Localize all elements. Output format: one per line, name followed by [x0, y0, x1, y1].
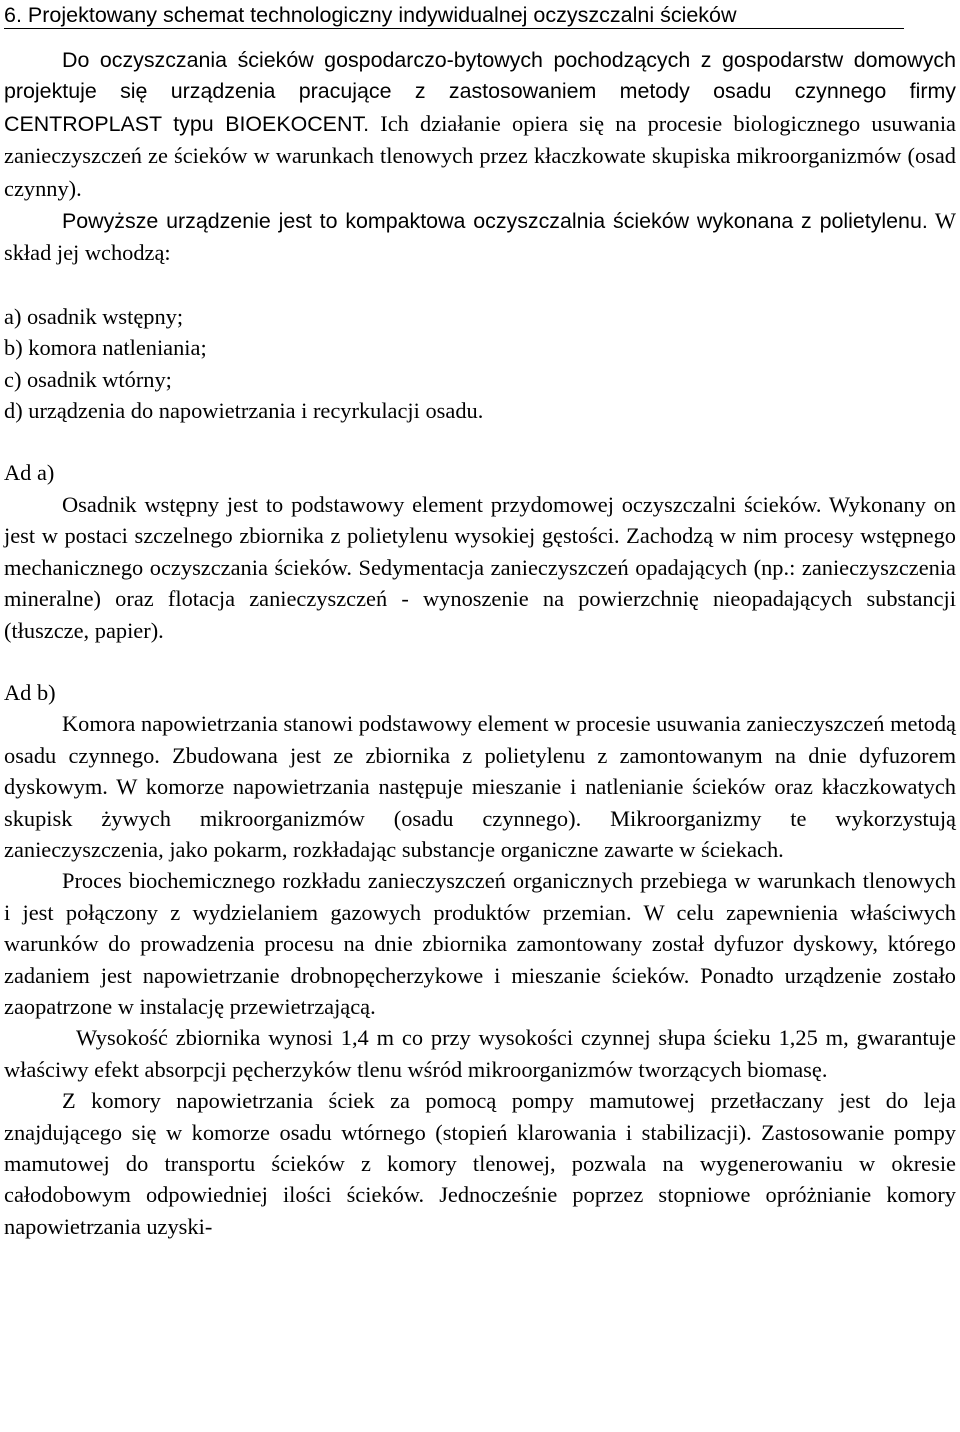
section-a-paragraph: Osadnik wstępny jest to podstawowy element przydomowej oczyszczalni ścieków. Wykonany on jest w postaci szczelnego zbiornika z polietylenu wysokiej gęstości. Zachodzą w nim procesy wstępnego mechanicznego oczyszczania ścieków. Sedymentacja zanieczyszczeń opadających (np.: zanieczyszczenia mineralne) oraz flotacja zanieczyszczeń - wynoszenie na powierzchnię nieopadających substancji (tłuszcze, papier). [4, 491, 956, 643]
intro-p2-text: Powyższe urządzenie jest to kompaktowa oczyszczalnia ścieków wykonana z polietylenu. [62, 209, 928, 234]
intro-p1-text: Do oczyszczania ścieków gospodarczo-bytowych pochodzących z gospodarstw domowych projektuje się urządzenia pracujące z zastosowaniem metody osadu czynnego firmy CENTROPLAST typu BIOEKOCENT. [4, 48, 956, 136]
section-b-paragraph-1: Komora napowietrzania stanowi podstawowy element w procesie usuwania zanieczyszczeń metodą osadu czynnego. Zbudowana jest ze zbiornika z polietylenu z zamontowanym na dnie dyfuzorem dyskowym. W komorze napowietrzania następuje mieszanie i natlenianie ścieków oraz kłaczkowatych skupisk żywych mikroorganizmów (osadu czynnego). Mikroorganizmy te wykorzystują zanieczyszczenia, jako pokarm, rozkładając substancje organiczne zawarte w ściekach. [4, 711, 956, 862]
intro-paragraph-2 [4, 205, 956, 270]
list-item: b) komora natleniania; [4, 335, 207, 361]
document-page [4, 0, 956, 1242]
section-b-paragraph-3: Wysokość zbiornika wynosi 1,4 m co przy wysokości czynnej słupa ścieku 1,25 m, gwarantuje właściwy efekt absorpcji pęcherzyków tlenu wśród mikroorganizmów tworzących biomasę. [4, 1025, 956, 1082]
list-item: c) osadnik wtórny; [4, 366, 172, 392]
section-b-paragraph-2: Proces biochemicznego rozkładu zanieczyszczeń organicznych przebiega w warunkach tlenowych i jest połączony z wydzielaniem gazowych produktów przemian. W celu zapewnienia właściwych warunków do prowadzenia procesu na dnie zbiornika zamontowany został dyfuzor dyskowy, którego zadaniem jest napowietrzanie drobnopęcherzykowe i mieszanie ścieków. Ponadto urządzenie zostało zaopatrzone w instalację przewietrzającą. [4, 868, 956, 1019]
components-list [4, 301, 956, 427]
intro-p1-continuation: Ich działanie opiera się na procesie biologicznego usuwania zanieczyszczeń ze ścieków w warunkach tlenowych przez kłaczkowate skupiska mikroorganizmów (osad czynny). [4, 110, 956, 201]
list-item: d) urządzenia do napowietrzania i recyrkulacji osadu. [4, 398, 484, 424]
section-b-label: Ad b) [4, 679, 56, 705]
section-b-paragraph-4: Z komory napowietrzania ściek za pomocą pompy mamutowej przetłaczany jest do leja znajdującego się w komorze osadu wtórnego (stopień klarowania i stabilizacji). Zastosowanie pompy mamutowej do transportu ścieków z komory tlenowej, pozwala na wygenerowaniu w okresie całodobowym odpowiedniej ilości ścieków. Jednocześnie poprzez stopniowe opróżnianie komory napowietrzania uzyski- [4, 1088, 956, 1239]
intro-p2-continuation: W skład jej wchodzą: [4, 208, 956, 266]
section-a-label: Ad a) [4, 460, 55, 486]
list-item: a) osadnik wstępny; [4, 303, 184, 329]
intro-paragraph-1 [4, 45, 956, 205]
section-heading: 6. Projektowany schemat technologiczny indywidualnej oczyszczalni ścieków [4, 3, 737, 27]
